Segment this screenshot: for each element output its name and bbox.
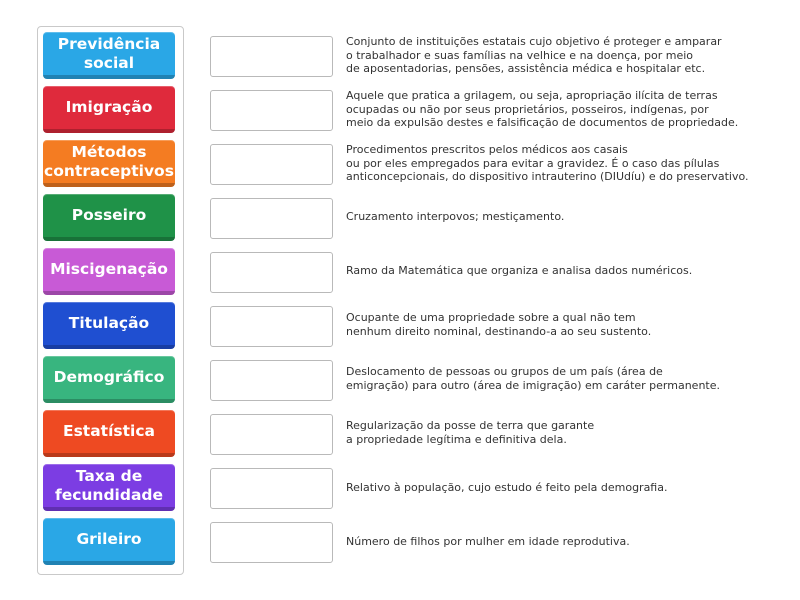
definition-text: Ocupante de uma propriedade sobre a qual não tem nenhum direito nominal, destinando-a ao seu sustento. (346, 311, 652, 338)
drop-slot-5[interactable] (210, 252, 333, 293)
definition-text: Regularização da posse de terra que garante a propriedade legítima e definitiva dela. (346, 419, 595, 446)
drop-slot-4[interactable] (210, 198, 333, 239)
definition-text: Ramo da Matemática que organiza e analisa dados numéricos. (346, 264, 693, 277)
definition-text: Deslocamento de pessoas ou grupos de um país (área de emigração) para outro (área de imigração) em caráter permanente. (346, 365, 720, 392)
term-tile-demografico[interactable]: Demográfico (43, 356, 175, 403)
term-tile-grileiro[interactable]: Grileiro (43, 518, 175, 565)
definition-text: Cruzamento interpovos; mestiçamento. (346, 210, 565, 223)
definition-text: Conjunto de instituições estatais cujo objetivo é proteger e amparar o trabalhador e suas famílias na velhice e na doença, por meio de aposentadorias, pensões, assistência médica e hospitalar etc. (346, 35, 722, 76)
definition-text: Número de filhos por mulher em idade reprodutiva. (346, 535, 630, 548)
term-tile-miscigenacao[interactable]: Miscigenação (43, 248, 175, 295)
drop-slot-2[interactable] (210, 90, 333, 131)
term-tile-posseiro[interactable]: Posseiro (43, 194, 175, 241)
drop-slot-9[interactable] (210, 468, 333, 509)
term-tile-imigracao[interactable]: Imigração (43, 86, 175, 133)
definition-text: Aquele que pratica a grilagem, ou seja, apropriação ilícita de terras ocupadas ou não por seus proprietários, posseiros, indígenas, por meio da expulsão destes e falsificação de documentos de propriedade. (346, 89, 739, 130)
term-tile-metodos-contraceptivos[interactable]: Métodos contraceptivos (43, 140, 175, 187)
term-tile-estatistica[interactable]: Estatística (43, 410, 175, 457)
term-tile-previdencia-social[interactable]: Previdência social (43, 32, 175, 79)
drop-slot-3[interactable] (210, 144, 333, 185)
drop-slot-8[interactable] (210, 414, 333, 455)
term-tile-taxa-de-fecundidade[interactable]: Taxa de fecundidade (43, 464, 175, 511)
definition-text: Relativo à população, cujo estudo é feito pela demografia. (346, 481, 668, 494)
definition-text: Procedimentos prescritos pelos médicos aos casais ou por eles empregados para evitar a gravidez. É o caso das pílulas anticoncepcionais, do dispositivo intrauterino (DIUdíu) e do preservativo. (346, 143, 749, 184)
drop-slot-7[interactable] (210, 360, 333, 401)
drop-slot-1[interactable] (210, 36, 333, 77)
drop-slot-10[interactable] (210, 522, 333, 563)
drop-slot-6[interactable] (210, 306, 333, 347)
term-tile-titulacao[interactable]: Titulação (43, 302, 175, 349)
